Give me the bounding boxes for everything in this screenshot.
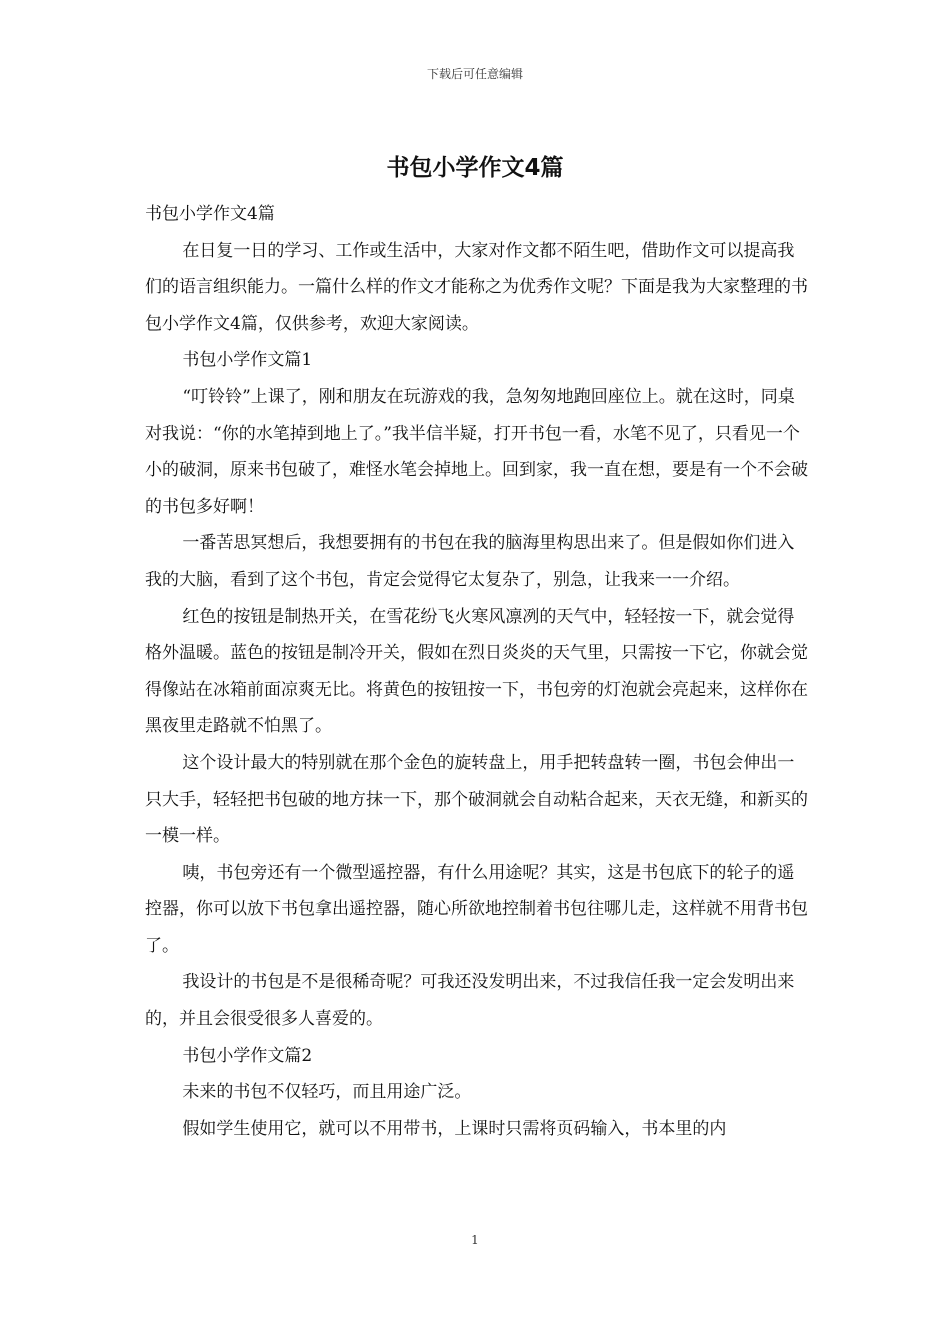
document-body	[145, 196, 810, 1147]
document-title: 书包小学作文4篇	[386, 155, 564, 181]
paragraph: 一番苦思冥想后，我想要拥有的书包在我的脑海里构思出来了。但是假如你们进入我的大脑，看到了这个书包，肯定会觉得它太复杂了，别急，让我来一一介绍。	[145, 533, 795, 590]
paragraph: 我设计的书包是不是很稀奇呢？可我还没发明出来，不过我信任我一定会发明出来的，并且会很受很多人喜爱的。	[145, 972, 795, 1030]
page-number: 1	[471, 1233, 479, 1247]
paragraph: 红色的按钮是制热开关，在雪花纷飞火寒风凛冽的天气中，轻轻按一下，就会觉得格外温暖。蓝色的按钮是制冷开关，假如在烈日炎炎的天气里，只需按一下它，你就会觉得像站在冰箱前面凉爽无比。将黄色的按钮按一下，书包旁的灯泡就会亮起来，这样你在黑夜里走路就不怕黑了。	[145, 606, 808, 737]
paragraph: 假如学生使用它，就可以不用带书，上课时只需将页码输入，书本里的内	[182, 1118, 727, 1139]
paragraph: 这个设计最大的特别就在那个金色的旋转盘上，用手把转盘转一圈，书包会伸出一只大手，轻轻把书包破的地方抹一下，那个破洞就会自动粘合起来，天衣无缝，和新买的一模一样。	[145, 752, 808, 847]
paragraph: 在日复一日的学习、工作或生活中，大家对作文都不陌生吧，借助作文可以提高我们的语言组织能力。一篇什么样的作文才能称之为优秀作文呢？下面是我为大家整理的书包小学作文4篇，仅供参考，欢迎大家阅读。	[145, 240, 808, 334]
page-header: 下载后可任意编辑	[426, 67, 523, 81]
paragraph: 书包小学作文篇1	[182, 350, 313, 371]
paragraph: 咦，书包旁还有一个微型遥控器，有什么用途呢？其实，这是书包底下的轮子的遥控器，你可以放下书包拿出遥控器，随心所欲地控制着书包往哪儿走，这样就不用背书包了。	[145, 862, 808, 956]
paragraph: 书包小学作文篇2	[182, 1045, 313, 1066]
document-subtitle: 书包小学作文4篇	[145, 204, 275, 224]
paragraph: 未来的书包不仅轻巧，而且用途广泛。	[182, 1082, 472, 1103]
paragraph: “叮铃铃”上课了，刚和朋友在玩游戏的我，急匆匆地跑回座位上。就在这时，同桌对我说：“你的水笔掉到地上了。”我半信半疑，打开书包一看，水笔不见了，只看见一个小的破洞，原来书包破了，难怪水笔会掉地上。回到家，我一直在想，要是有一个不会破的书包多好啊！	[145, 386, 808, 517]
